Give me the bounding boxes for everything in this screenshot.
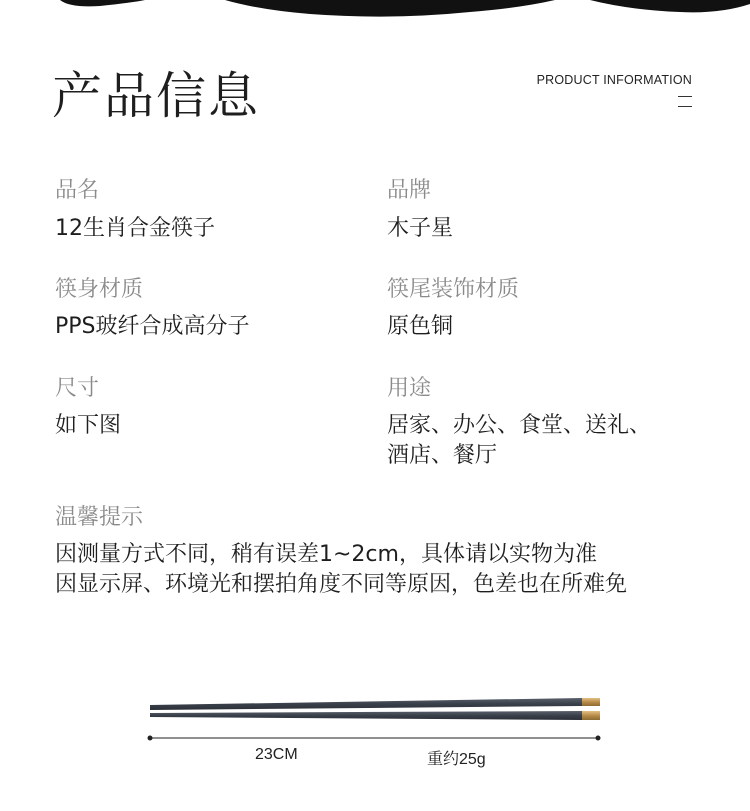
size-label: 尺寸 [55, 376, 100, 401]
notice-line-1: 因测量方式不同，稍有误差1~2cm，具体请以实物为准 [55, 542, 597, 567]
notice-label: 温馨提示 [55, 505, 144, 530]
name-label: 品名 [55, 178, 100, 203]
length-label: 23CM [255, 746, 298, 763]
page-title: 产品信息 [52, 67, 260, 125]
subtitle-decoration [678, 96, 692, 108]
top-decoration [0, 0, 750, 30]
page-subtitle: PRODUCT INFORMATION [536, 73, 692, 87]
usage-value-line2: 酒店、餐厅 [387, 443, 498, 468]
body-material-label: 筷身材质 [55, 277, 144, 302]
size-value: 如下图 [55, 413, 122, 438]
body-material-value: PPS玻纤合成高分子 [55, 314, 250, 339]
tail-material-label: 筷尾装饰材质 [387, 277, 520, 302]
tail-material-value: 原色铜 [387, 314, 454, 339]
chopsticks-image [140, 690, 610, 770]
brand-value: 木子星 [387, 216, 454, 241]
usage-label: 用途 [387, 376, 432, 401]
brand-label: 品牌 [387, 178, 432, 203]
usage-value-line1: 居家、办公、食堂、送礼、 [387, 413, 652, 438]
notice-line-2: 因显示屏、环境光和摆拍角度不同等原因，色差也在所难免 [55, 572, 628, 597]
name-value: 12生肖合金筷子 [55, 216, 215, 241]
weight-label: 重约25g [427, 751, 486, 768]
